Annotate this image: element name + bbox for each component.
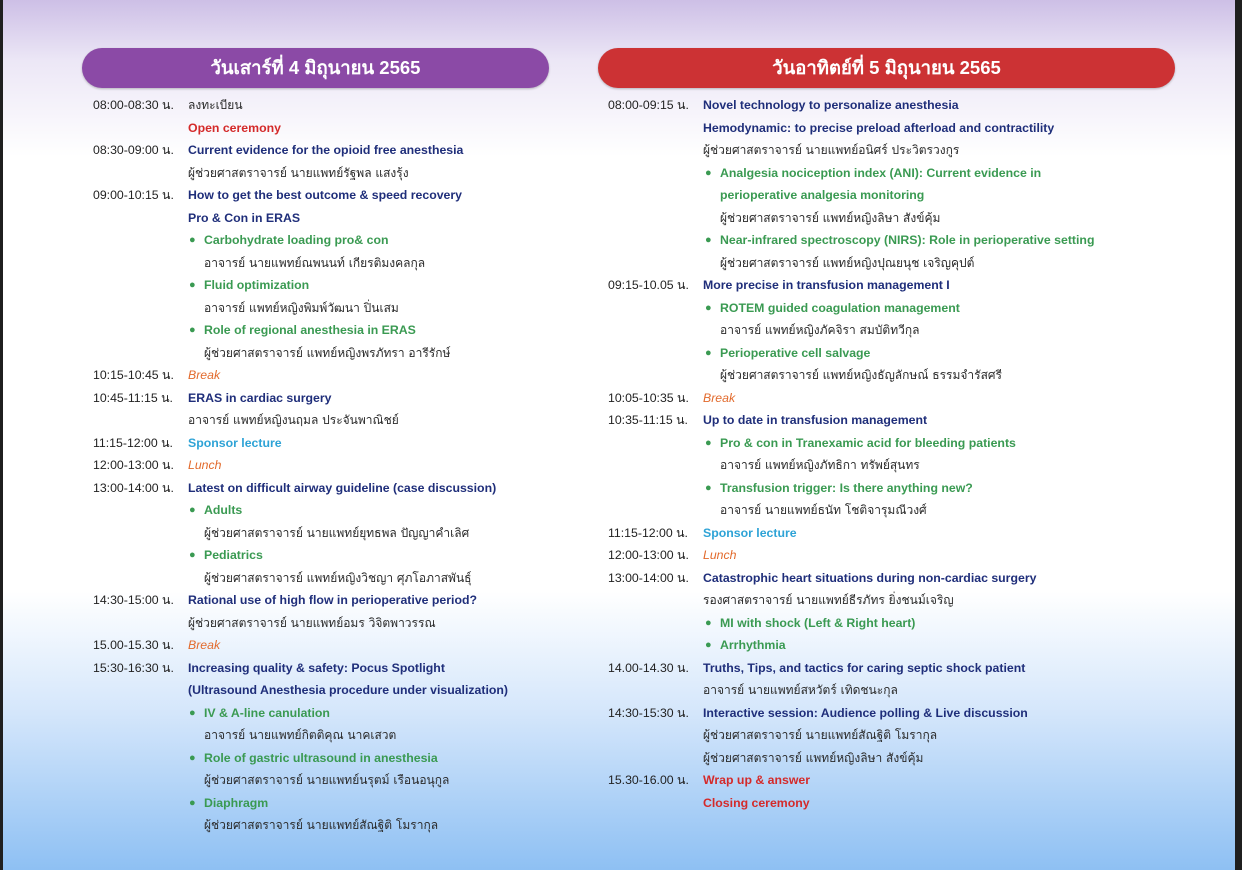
topic-title: Analgesia nociception index (ANI): Current evidence in [720,165,1042,180]
agenda-line [82,679,549,702]
speaker-text: อาจารย์ แพทย์หญิงภัทธิกา ทรัพย์สุนทร [720,458,920,472]
session-title: How to get the best outcome & speed recovery [188,188,463,202]
agenda-line [82,229,549,252]
speaker-text: อาจารย์ นายแพทย์ณพนนท์ เกียรติมงคลกุล [204,255,426,270]
break-text: Break [188,638,221,652]
day2-column [598,48,1175,814]
speaker-text: อาจารย์ แพทย์หญิงพิมพ์วัฒนา ปิ่นเสม [204,300,399,315]
agenda-line [82,814,549,837]
session-title: Current evidence for the opioid free anesthesia [188,143,464,157]
agenda-line [82,297,549,320]
agenda-line [598,364,1175,387]
agenda-line [598,319,1175,342]
agenda-line [82,567,549,590]
ceremony-text: Closing ceremony [703,795,810,810]
agenda-line [82,792,549,815]
break-text: Lunch [188,458,222,472]
agenda-line [598,162,1175,185]
day2-agenda [598,94,1175,814]
session-title: Up to date in transfusion management [703,413,928,427]
topic-title: Role of regional anesthesia in ERAS [204,323,416,337]
bullet-icon: ● [189,549,196,561]
ceremony-text: Wrap up & answer [703,773,811,787]
agenda-line [598,702,1175,725]
agenda-line [82,657,549,680]
speaker-text: ผู้ช่วยศาสตราจารย์ แพทย์หญิงปุณยนุช เจริญคุปต์ [720,255,975,270]
speaker-text: ผู้ช่วยศาสตราจารย์ นายแพทย์อนิศร์ ประวิตรวงกูร [703,143,960,157]
session-title: Catastrophic heart situations during non-cardiac surgery [703,570,1037,585]
agenda-line [82,747,549,770]
agenda-line [598,409,1175,432]
speaker-text: ผู้ช่วยศาสตราจารย์ แพทย์หญิงพรภัทรา อารีรักษ์ [204,345,451,360]
speaker-text: ผู้ช่วยศาสตราจารย์ นายแพทย์สัณฐิติ โมรากุล [703,728,938,742]
topic-title: Role of gastric ultrasound in anesthesia [204,750,438,765]
speaker-text: อาจารย์ นายแพทย์กิตติคุณ นาคเสวต [204,728,397,742]
time-slot: 13:00-14:00 น. [608,570,689,585]
bullet-icon: ● [705,639,712,651]
session-title: Interactive session: Audience polling & Live discussion [703,705,1028,720]
agenda-line [82,342,549,365]
break-text: Lunch [703,548,737,562]
time-slot: 12:00-13:00 น. [608,548,689,562]
agenda-line [598,252,1175,275]
time-slot: 10:05-10:35 น. [608,390,689,405]
agenda-line [598,679,1175,702]
agenda-line [598,274,1175,297]
agenda-line [82,364,549,387]
time-slot: 14.00-14.30 น. [608,660,689,675]
session-title: (Ultrasound Anesthesia procedure under visualization) [188,683,509,697]
bullet-icon: ● [705,346,712,359]
bullet-icon: ● [189,706,196,719]
session-title: Pro & Con in ERAS [188,210,301,225]
break-text: Break [703,390,736,405]
bullet-icon: ● [189,796,196,809]
time-slot: 15.30-16.00 น. [608,773,689,787]
speaker-text: ผู้ช่วยศาสตราจารย์ แพทย์หญิงลิษา สังข์คุ้ม [720,210,941,225]
agenda-line [82,184,549,207]
time-slot: 10:45-11:15 น. [93,390,173,405]
time-slot: 10:15-10:45 น. [93,368,174,382]
topic-title: Arrhythmia [720,638,786,652]
bullet-icon: ● [705,436,712,449]
bullet-icon: ● [705,616,712,629]
agenda-line [82,612,549,635]
agenda-line [598,792,1175,815]
topic-title: Pro & con in Tranexamic acid for bleeding patients [720,435,1016,450]
time-slot: 11:15-12:00 น. [93,435,173,450]
agenda-line [82,499,549,522]
agenda-line [82,634,549,657]
agenda-line [598,724,1175,747]
session-title: Latest on difficult airway guideline (case discussion) [188,480,497,495]
speaker-text: รองศาสตราจารย์ นายแพทย์ธีรภัทร ยิ่งชนม์เจริญ [703,593,954,607]
time-slot: 08:00-09:15 น. [608,98,689,112]
topic-title: Carbohydrate loading pro& con [204,233,389,247]
agenda-line [82,274,549,297]
session-title: Truths, Tips, and tactics for caring septic shock patient [703,660,1026,675]
agenda-line [82,477,549,500]
agenda-line [598,454,1175,477]
agenda-line [598,657,1175,680]
bullet-icon: ● [705,234,712,246]
speaker-text: ผู้ช่วยศาสตราจารย์ นายแพทย์อมร วิจิตพาวรรณ [188,615,436,630]
speaker-text: ผู้ช่วยศาสตราจารย์ นายแพทย์นรุตม์ เรือนอนุกูล [204,773,450,787]
agenda-line [82,454,549,477]
agenda-line [598,567,1175,590]
day2-header: วันอาทิตย์ที่ 5 มิถุนายน 2565 [598,48,1175,88]
speaker-text: ผู้ช่วยศาสตราจารย์ แพทย์หญิงธัญลักษณ์ ธรรมจำรัสศรี [720,368,1002,382]
time-slot: 10:35-11:15 น. [608,413,688,427]
speaker-text: ผู้ช่วยศาสตราจารย์ นายแพทย์สัณฐิติ โมรากุล [204,818,439,832]
speaker-text: ผู้ช่วยศาสตราจารย์ แพทย์หญิงวิชญา ศุภโอภาสพันธุ์ [204,570,472,585]
agenda-line [598,207,1175,230]
agenda-line [598,139,1175,162]
ceremony-text: Open ceremony [188,120,281,135]
session-title: ERAS in cardiac surgery [188,390,332,405]
speaker-text: อาจารย์ แพทย์หญิงภัคจิรา สมบัติทวีกุล [720,323,920,337]
agenda-line [82,522,549,545]
agenda-line [598,634,1175,657]
agenda-line [82,319,549,342]
topic-title: Adults [204,503,243,517]
bullet-icon: ● [189,324,196,336]
topic-title: perioperative analgesia monitoring [720,188,925,202]
day1-header: วันเสาร์ที่ 4 มิถุนายน 2565 [82,48,549,88]
time-slot: 14:30-15:00 น. [93,593,174,607]
session-title: Increasing quality & safety: Pocus Spotlight [188,660,445,675]
topic-title: IV & A-line canulation [204,705,330,720]
topic-title: Pediatrics [204,548,263,562]
agenda-line [598,522,1175,545]
speaker-text: ลงทะเบียน [188,98,243,112]
agenda-line [82,544,549,567]
agenda-line [82,409,549,432]
agenda-line [598,499,1175,522]
agenda-line [598,747,1175,770]
agenda-line [82,117,549,140]
agenda-line [82,589,549,612]
agenda-line [598,477,1175,500]
session-title: Rational use of high flow in perioperative period? [188,593,478,607]
time-slot: 11:15-12:00 น. [608,525,688,540]
speaker-text: ผู้ช่วยศาสตราจารย์ นายแพทย์ยุทธพล ปัญญาคำเลิศ [204,525,470,540]
topic-title: Near-infrared spectroscopy (NIRS): Role in perioperative setting [720,233,1095,247]
session-title: More precise in transfusion management I [703,278,950,292]
time-slot: 12:00-13:00 น. [93,458,174,472]
time-slot: 08:00-08:30 น. [93,98,174,112]
bullet-icon: ● [705,481,712,494]
topic-title: Fluid optimization [204,278,310,292]
agenda-line [598,117,1175,140]
agenda-line [82,252,549,275]
topic-title: Transfusion trigger: Is there anything new? [720,480,973,495]
schedule-page [3,0,1235,870]
agenda-line [598,544,1175,567]
sponsor-text: Sponsor lecture [188,435,282,450]
agenda-line [598,297,1175,320]
agenda-line [598,94,1175,117]
bullet-icon: ● [189,751,196,764]
agenda-line [82,702,549,725]
agenda-line [598,229,1175,252]
speaker-text: อาจารย์ แพทย์หญิงนฤมล ประจันพาณิชย์ [188,413,399,427]
bullet-icon: ● [189,279,196,291]
topic-title: Diaphragm [204,795,269,810]
time-slot: 09:15-10.05 น. [608,278,689,292]
speaker-text: อาจารย์ นายแพทย์ธนัท โชติจารุมณีวงศ์ [720,503,927,517]
topic-title: MI with shock (Left & Right heart) [720,615,916,630]
agenda-line [82,387,549,410]
time-slot: 08:30-09:00 น. [93,143,174,157]
agenda-line [82,94,549,117]
break-text: Break [188,368,221,382]
agenda-line [82,432,549,455]
topic-title: ROTEM guided coagulation management [720,300,960,315]
agenda-line [82,724,549,747]
time-slot: 15.00-15.30 น. [93,638,174,652]
speaker-text: ผู้ช่วยศาสตราจารย์ นายแพทย์รัฐพล แสงรุ้ง [188,165,409,180]
agenda-line [598,769,1175,792]
agenda-line [82,162,549,185]
agenda-line [598,184,1175,207]
time-slot: 15:30-16:30 น. [93,660,174,675]
day1-agenda [82,94,549,837]
agenda-line [598,342,1175,365]
day1-column [82,48,549,837]
bullet-icon: ● [705,166,712,179]
agenda-line [82,207,549,230]
bullet-icon: ● [705,301,712,314]
session-title: Hemodynamic: to precise preload afterload and contractility [703,120,1055,135]
time-slot: 13:00-14:00 น. [93,480,174,495]
agenda-line [598,589,1175,612]
speaker-text: ผู้ช่วยศาสตราจารย์ แพทย์หญิงลิษา สังข์คุ้ม [703,750,924,765]
agenda-line [598,612,1175,635]
agenda-line [82,769,549,792]
agenda-line [82,139,549,162]
bullet-icon: ● [189,234,196,246]
sponsor-text: Sponsor lecture [703,525,797,540]
speaker-text: อาจารย์ นายแพทย์สหวัตร์ เทิดชนะกุล [703,683,898,697]
time-slot: 09:00-10:15 น. [93,188,174,202]
agenda-line [598,432,1175,455]
agenda-line [598,387,1175,410]
time-slot: 14:30-15:30 น. [608,705,689,720]
bullet-icon: ● [189,504,196,516]
topic-title: Perioperative cell salvage [720,345,871,360]
session-title: Novel technology to personalize anesthesia [703,98,959,112]
